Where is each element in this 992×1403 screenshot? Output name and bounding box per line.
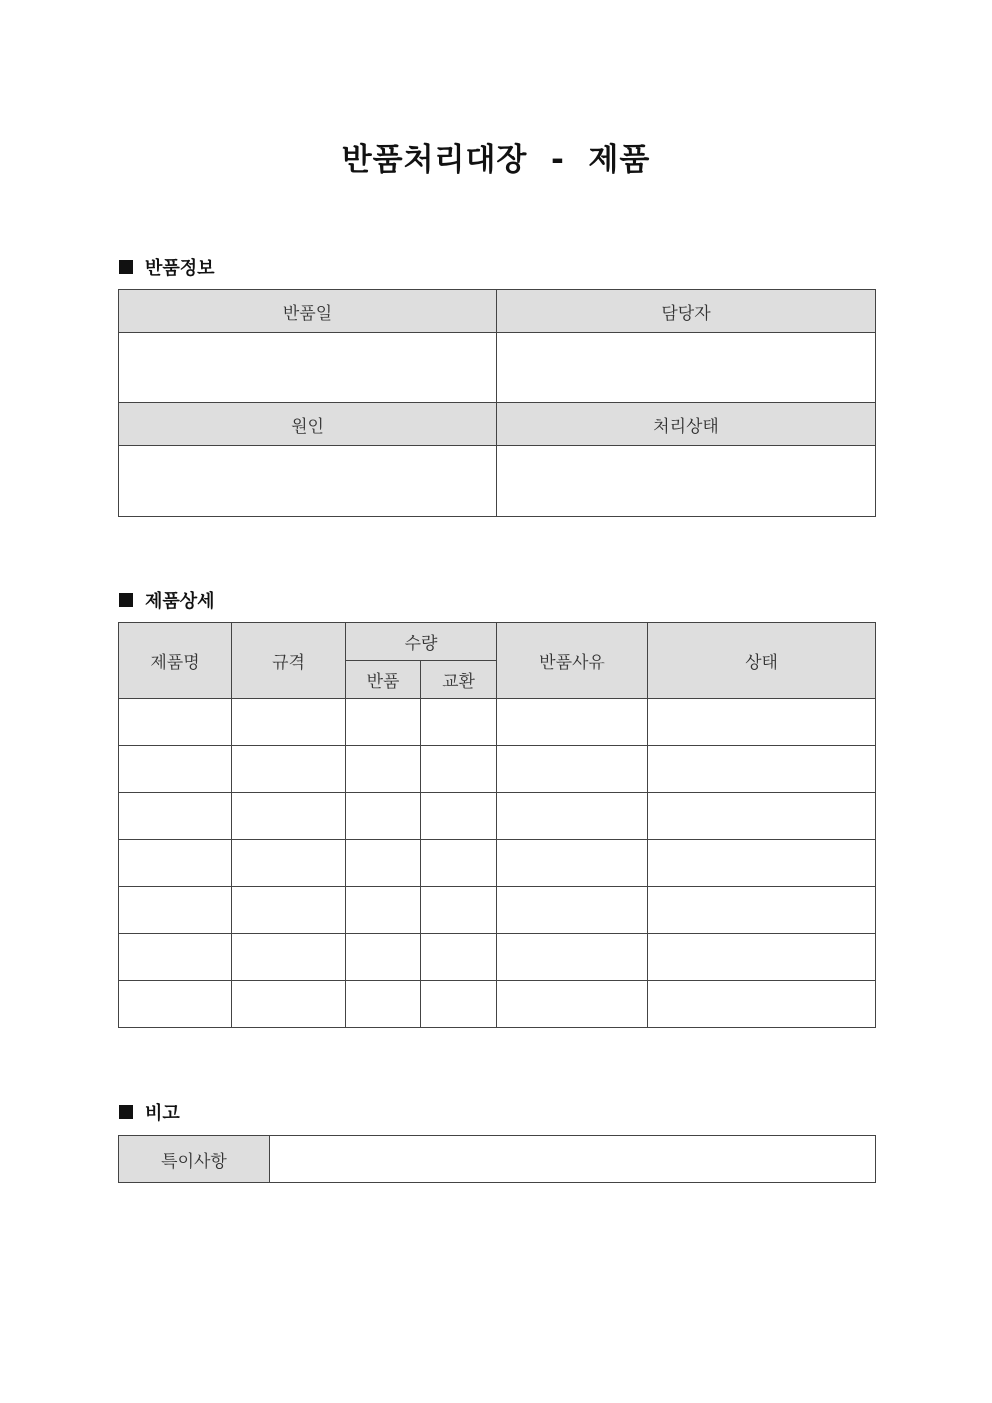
- square-bullet-icon: [119, 593, 133, 607]
- return-qty-cell[interactable]: [346, 746, 421, 793]
- table-row: [119, 981, 876, 1028]
- special-notes-field[interactable]: [270, 1136, 876, 1183]
- exchange-qty-cell[interactable]: [421, 793, 497, 840]
- table-row: [119, 840, 876, 887]
- exchange-qty-cell[interactable]: [421, 699, 497, 746]
- status-cell[interactable]: [648, 934, 876, 981]
- status-cell[interactable]: [648, 746, 876, 793]
- return-reason-cell[interactable]: [497, 887, 648, 934]
- cause-label: 원인: [119, 403, 497, 446]
- section-heading-return-info: [119, 254, 215, 280]
- spec-cell[interactable]: [232, 746, 346, 793]
- product-name-cell[interactable]: [119, 746, 232, 793]
- product-name-cell[interactable]: [119, 887, 232, 934]
- status-cell[interactable]: [648, 887, 876, 934]
- spec-cell[interactable]: [232, 887, 346, 934]
- exchange-qty-cell[interactable]: [421, 887, 497, 934]
- column-header-status: 상태: [648, 623, 876, 699]
- table-row: [119, 793, 876, 840]
- return-qty-cell[interactable]: [346, 699, 421, 746]
- product-details-table: [118, 622, 876, 1028]
- process-status-label: 처리상태: [497, 403, 876, 446]
- column-header-quantity: 수량: [346, 623, 497, 661]
- spec-cell[interactable]: [232, 699, 346, 746]
- square-bullet-icon: [119, 1105, 133, 1119]
- manager-field[interactable]: [497, 333, 876, 403]
- spec-cell[interactable]: [232, 840, 346, 887]
- spec-cell[interactable]: [232, 934, 346, 981]
- return-reason-cell[interactable]: [497, 840, 648, 887]
- table-row: [119, 699, 876, 746]
- return-date-label: 반품일: [119, 290, 497, 333]
- return-info-table: [118, 289, 876, 517]
- section-heading-product-details: [119, 587, 215, 613]
- status-cell[interactable]: [648, 981, 876, 1028]
- return-reason-cell[interactable]: [497, 699, 648, 746]
- cause-field[interactable]: [119, 446, 497, 517]
- return-qty-cell[interactable]: [346, 934, 421, 981]
- product-name-cell[interactable]: [119, 699, 232, 746]
- exchange-qty-cell[interactable]: [421, 981, 497, 1028]
- section-heading-label: 비고: [145, 1103, 180, 1124]
- column-header-spec: 규격: [232, 623, 346, 699]
- product-name-cell[interactable]: [119, 840, 232, 887]
- return-reason-cell[interactable]: [497, 746, 648, 793]
- status-cell[interactable]: [648, 699, 876, 746]
- table-row: [119, 887, 876, 934]
- return-reason-cell[interactable]: [497, 934, 648, 981]
- page-title: 반품처리대장 - 제품: [341, 142, 651, 178]
- exchange-qty-cell[interactable]: [421, 746, 497, 793]
- exchange-qty-cell[interactable]: [421, 934, 497, 981]
- exchange-qty-cell[interactable]: [421, 840, 497, 887]
- product-name-cell[interactable]: [119, 934, 232, 981]
- product-name-cell[interactable]: [119, 793, 232, 840]
- return-qty-cell[interactable]: [346, 981, 421, 1028]
- table-row: [119, 934, 876, 981]
- column-header-return-reason: 반품사유: [497, 623, 648, 699]
- return-qty-cell[interactable]: [346, 840, 421, 887]
- table-row: [119, 746, 876, 793]
- special-notes-label: 특이사항: [119, 1136, 270, 1183]
- manager-label: 담당자: [497, 290, 876, 333]
- section-heading-label: 반품정보: [145, 258, 215, 279]
- column-header-quantity-exchange: 교환: [421, 661, 497, 699]
- column-header-product-name: 제품명: [119, 623, 232, 699]
- return-reason-cell[interactable]: [497, 981, 648, 1028]
- remarks-table: [118, 1135, 876, 1183]
- column-header-quantity-return: 반품: [346, 661, 421, 699]
- status-cell[interactable]: [648, 793, 876, 840]
- return-reason-cell[interactable]: [497, 793, 648, 840]
- square-bullet-icon: [119, 260, 133, 274]
- process-status-field[interactable]: [497, 446, 876, 517]
- spec-cell[interactable]: [232, 793, 346, 840]
- return-qty-cell[interactable]: [346, 887, 421, 934]
- section-heading-remarks: [119, 1099, 180, 1125]
- spec-cell[interactable]: [232, 981, 346, 1028]
- return-qty-cell[interactable]: [346, 793, 421, 840]
- return-date-field[interactable]: [119, 333, 497, 403]
- section-heading-label: 제품상세: [145, 591, 215, 612]
- product-name-cell[interactable]: [119, 981, 232, 1028]
- status-cell[interactable]: [648, 840, 876, 887]
